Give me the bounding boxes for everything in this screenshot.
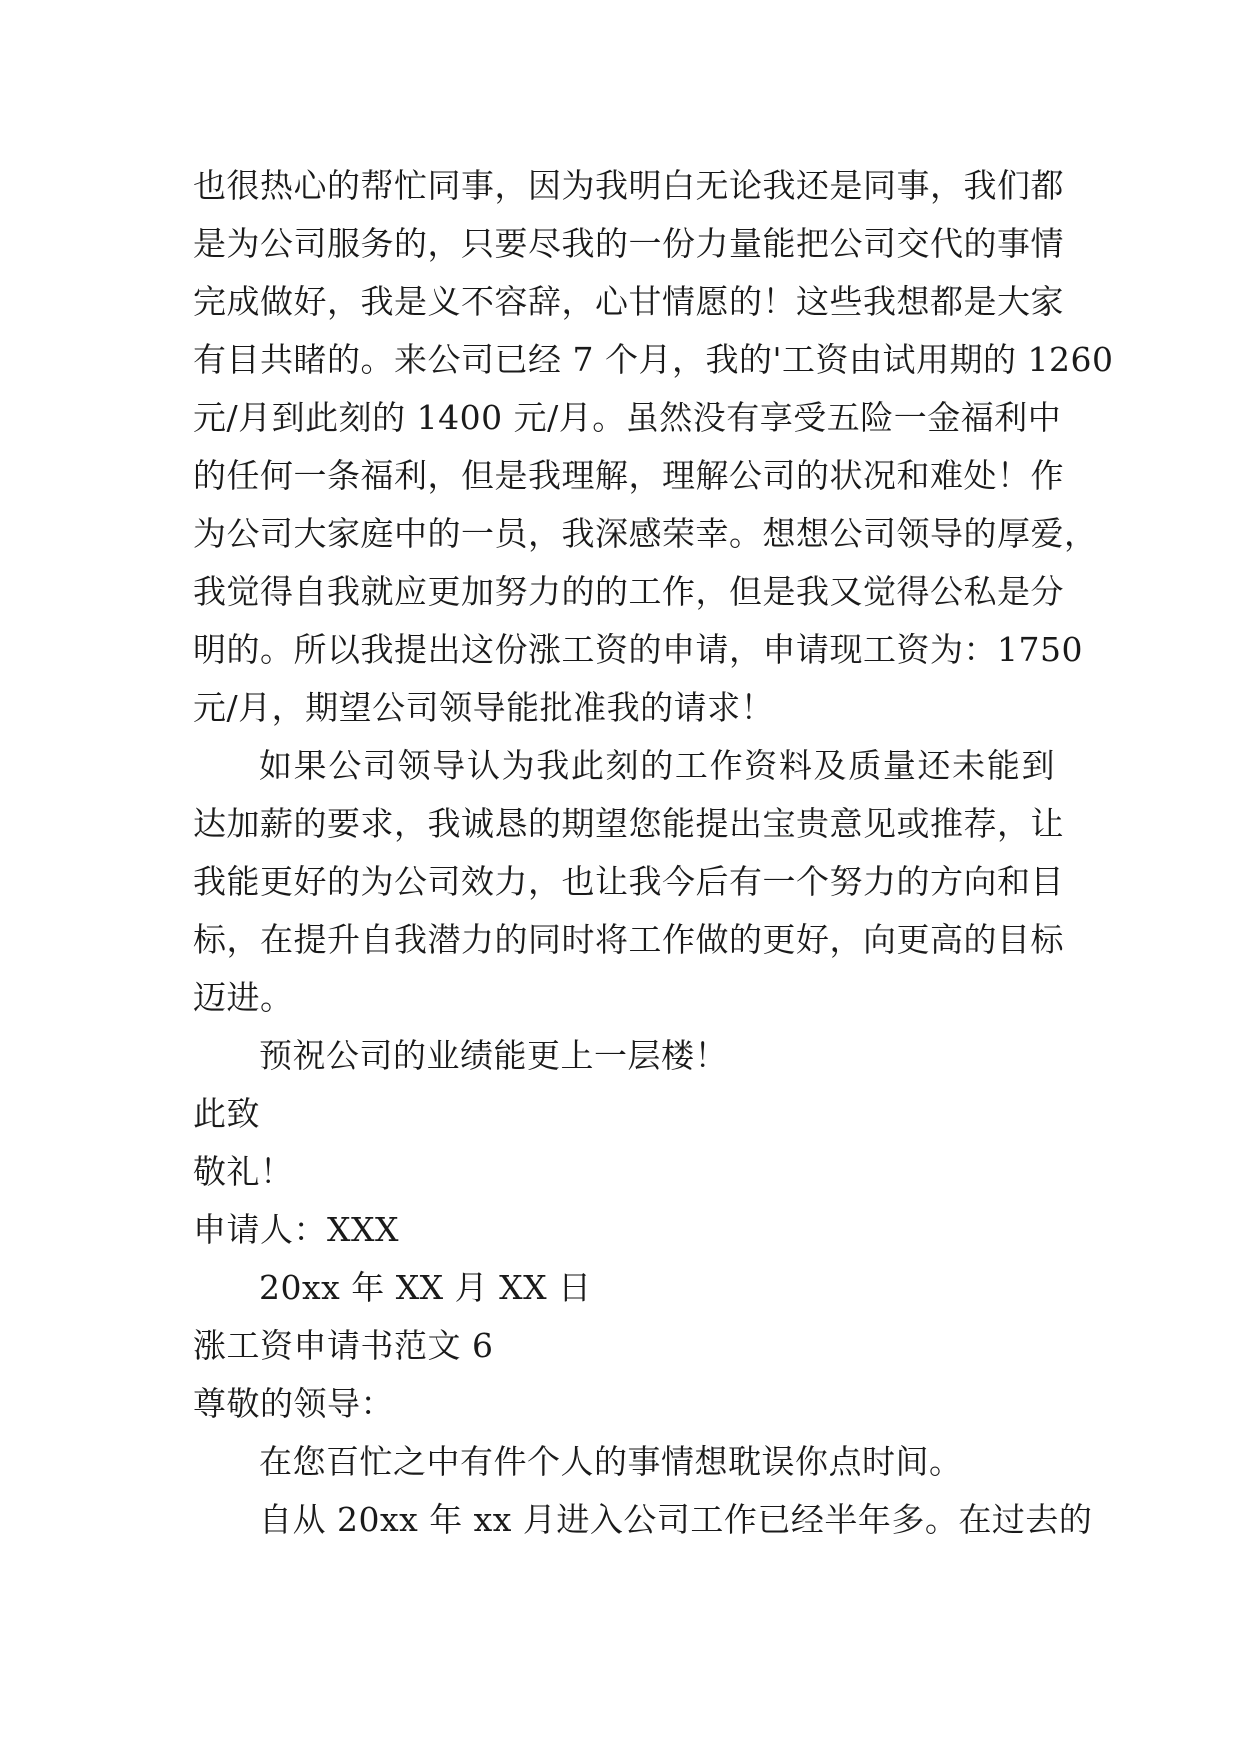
body-line: 达加薪的要求，我诚恳的期望您能提出宝贵意见或推荐，让 [193, 804, 1064, 843]
date-line: 20xx 年 XX 月 XX 日 [259, 1268, 592, 1307]
body-line: 有目共睹的。来公司已经 7 个月，我的'工资由试用期的 1260 [193, 340, 1114, 379]
body-line: 也很热心的帮忙同事，因为我明白无论我还是同事，我们都 [193, 166, 1064, 205]
body-line: 我能更好的为公司效力，也让我今后有一个努力的方向和目 [193, 862, 1064, 901]
body-line: 的任何一条福利，但是我理解，理解公司的状况和难处！作 [193, 456, 1064, 495]
body-line: 元/月到此刻的 1400 元/月。虽然没有享受五险一金福利中 [193, 398, 1062, 437]
body-line: 迈进。 [193, 978, 294, 1017]
body-line: 自从 20xx 年 xx 月进入公司工作已经半年多。在过去的 [259, 1500, 1093, 1539]
body-line: 如果公司领导认为我此刻的工作资料及质量还未能到 [259, 746, 1055, 785]
applicant-line: 申请人：XXX [193, 1210, 399, 1249]
body-line: 是为公司服务的，只要尽我的一份力量能把公司交代的事情 [193, 224, 1064, 263]
body-line: 元/月，期望公司领导能批准我的请求！ [193, 688, 775, 727]
body-line: 为公司大家庭中的一员，我深感荣幸。想想公司领导的厚爱， [193, 514, 1098, 553]
body-line: 在您百忙之中有件个人的事情想耽误你点时间。 [259, 1442, 963, 1481]
closing-line: 此致 [193, 1094, 260, 1133]
body-line: 完成做好，我是义不容辞，心甘情愿的！这些我想都是大家 [193, 282, 1064, 321]
body-line: 明的。所以我提出这份涨工资的申请，申请现工资为：1750 [193, 630, 1083, 669]
section-title: 涨工资申请书范文 6 [193, 1326, 494, 1365]
wish-line: 预祝公司的业绩能更上一层楼！ [259, 1036, 728, 1075]
salutation-line: 尊敬的领导： [193, 1384, 394, 1423]
closing-line: 敬礼！ [193, 1152, 294, 1191]
document-page [193, 157, 1114, 1549]
body-line: 标，在提升自我潜力的同时将工作做的更好，向更高的目标 [193, 920, 1064, 959]
body-line: 我觉得自我就应更加努力的的工作，但是我又觉得公私是分 [193, 572, 1064, 611]
